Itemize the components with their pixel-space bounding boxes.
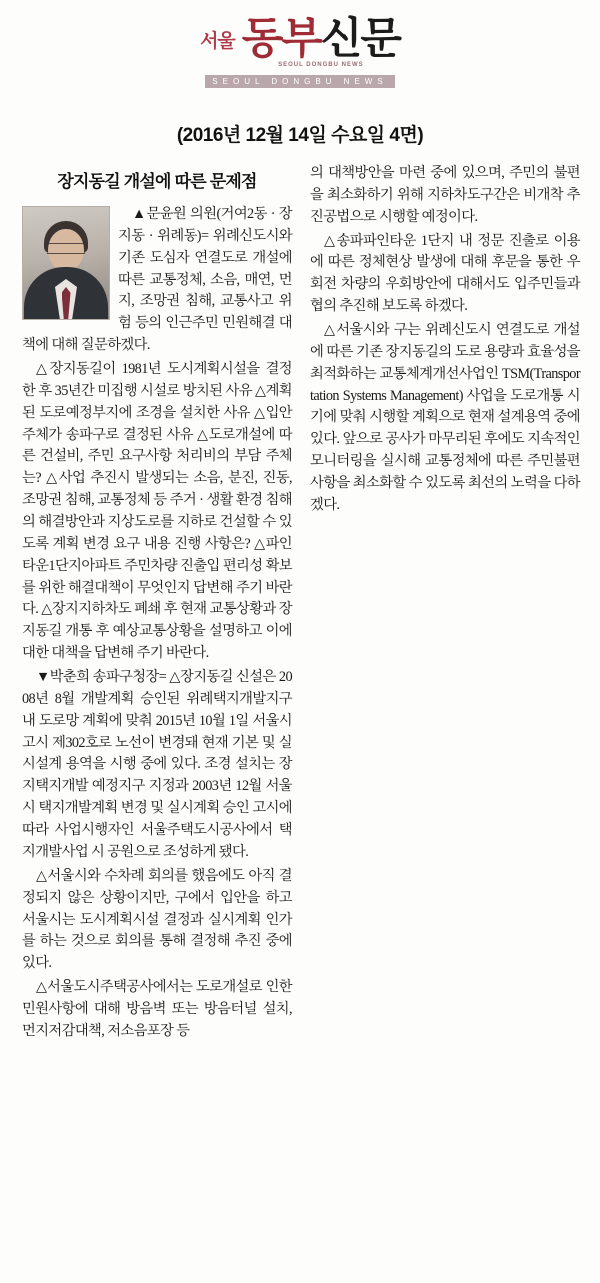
paragraph: △서울시와 구는 위례신도시 연결도로 개설에 따른 기존 장지동길의 도로 용량과 효율성을 최적화하는 교통체계개선사업인 TSM(Transportation Systems Management) 사업을 도로개통 시기에 맞춰 시행할 계획으로 현재 설계용역 중에 있다. 앞으로 공사가 마무리된 후에도 지속적인 모니터링을 실시해 교통정체에 따른 주민불편사항을 최소화할 수 있도록 최선의 노력을 다하겠다. <box>310 322 580 513</box>
article-right-column <box>310 163 580 519</box>
logo-prefix: 서울 <box>200 31 235 52</box>
glasses-icon <box>47 243 85 254</box>
speaker-portrait-photo <box>22 206 110 320</box>
paragraph: 의 대책방안을 마련 중에 있으며, 주민의 불편을 최소화하기 위해 지하차도구간은 비개착 추진공법으로 시행할 예정이다. <box>310 165 580 225</box>
paragraph: △서울도시주택공사에서는 도로개설로 인한 민원사항에 대해 방음벽 또는 방음터널 설치, 먼지저감대책, 저소음포장 등 <box>22 979 292 1039</box>
paragraph: △장지동길이 1981년 도시계획시설을 결정한 후 35년간 미집행 시설로 방치된 사유 △계획된 도로예정부지에 조경을 설치한 사유 △입안주체가 송파구로 결정된 사유 △도로개설에 따른 건설비, 주민 요구사항 처리비의 부담 주체는? △사업 추진시 발생되는 소음, 분진, 진동, 조망권 침해, 교통정체 등 주거 · 생활 환경 침해의 해결방안과 지상도로를 지하로 건설할 수 있도록 계획 변경 요구 내용 진행 사항은? △파인타운1단지아파트 주민차량 진출입 편리성 확보를 위한 해결대책이 무엇인지 답변해 주기 바란다. △장지지하차도 폐쇄 후 현재 교통상황과 장지동길 개통 후 예상교통상황을 설명하고 이에 대한 대책을 답변해 주기 바란다. <box>22 361 292 662</box>
masthead <box>0 0 600 92</box>
issue-date-line: (2016년 12월 14일 수요일 4면) <box>176 125 424 146</box>
article-headline: 장지동길 개설에 따른 문제점 <box>57 172 257 191</box>
paragraph: ▲문윤원 의원(거여2동 · 장지동 · 위례동)= 위례신도시와 기존 도심자 연결도로 개설에 따른 교통정체, 소음, 매연, 먼지, 조망권 침해, 교통사고 위험 등의 인근주민 민원해결 대책에 대해 질문하겠다. <box>22 206 292 354</box>
logo-wordmark-part2: 신문 <box>320 15 400 63</box>
paragraph: ▼박춘희 송파구청장= △장지동길 신설은 2008년 8월 개발계획 승인된 위례택지개발지구 내 도로망 계획에 맞춰 2015년 10월 1일 서울시 고시 제302호로 노선이 변경돼 현재 기본 및 실시설계 용역을 시행 중에 있다. 조경 설치는 장지택지개발 예정지구 지정과 2003년 12월 서울시 택지개발계획 변경 및 실시계획 승인 고시에 따라 사업시행자인 서울주택도시공사에서 택지개발사업 시 공원으로 조성하게 됐다. <box>22 669 292 860</box>
paragraph: △송파파인타운 1단지 내 정문 진출로 이용에 따른 정체현상 발생에 대해 후문을 통한 우회전 차량의 우회방안에 대해서도 입주민들과 협의 추진해 보도록 하겠다. <box>310 232 580 315</box>
article-left-column <box>22 163 292 1045</box>
masthead-band: SEOUL DONGBU NEWS <box>205 75 395 88</box>
logo-wordmark <box>241 15 400 68</box>
newspaper-logo <box>200 15 400 68</box>
logo-subtitle-en: SEOUL DONGBU NEWS <box>278 62 364 68</box>
logo-wordmark-part1: 동부 <box>241 15 321 63</box>
article-columns <box>0 163 600 1045</box>
paragraph: △서울시와 수차례 회의를 했음에도 아직 결정되지 않은 상황이지만, 구에서 입안을 하고 서울시는 도시계획시설 결정과 실시계획 인가를 하는 것으로 회의를 통해 결정해 추진 중에 있다. <box>22 867 292 972</box>
